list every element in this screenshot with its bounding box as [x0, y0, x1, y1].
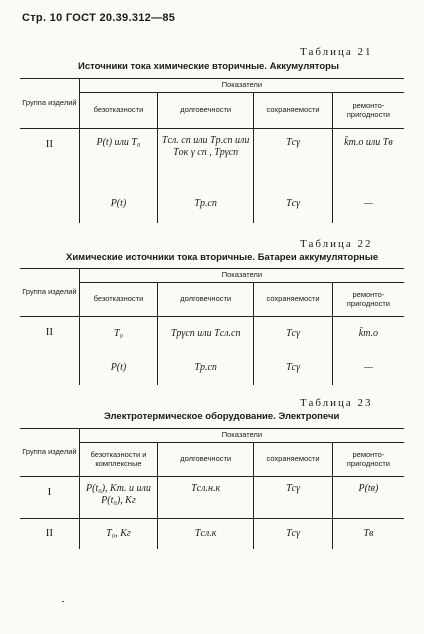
cell: P(t) [79, 185, 157, 223]
table-row [20, 351, 404, 385]
cell: Tр.сп [158, 185, 254, 223]
cell: — [332, 351, 404, 385]
cell: P(t₀), Kт. и или P(t₀), Kг [79, 477, 157, 519]
cell: Tсγ [254, 351, 333, 385]
group-cell [20, 185, 79, 223]
col-header: сохраняемости [254, 443, 333, 477]
cell: Tсγ [254, 519, 333, 549]
table-22-number: Таблица 22 [300, 238, 373, 250]
table-23 [20, 428, 404, 549]
group-cell [20, 351, 79, 385]
cell: Tрγсп или Tсл.сп [158, 317, 254, 351]
table-23-title: Электротермическое оборудование. Электропечи [104, 411, 340, 422]
cell: Tсл.к [158, 519, 254, 549]
col-header: сохраняемости [254, 283, 333, 317]
page-header: Стр. 10 ГОСТ 20.39.312—85 [22, 12, 176, 24]
col-header: безотказности [79, 93, 157, 129]
cell: — [332, 185, 404, 223]
col-header: долговечности [158, 443, 254, 477]
table-row [20, 129, 404, 185]
col-header: безотказности [79, 283, 157, 317]
cell: Tсл. сп или Tр.сп или Tок γ сп , Tрγсп [158, 129, 254, 185]
indicators-header: Показатели [79, 269, 404, 283]
col-header: ремонто-пригодности [332, 93, 404, 129]
page-mark [62, 601, 64, 602]
col-header: ремонто-пригодности [332, 283, 404, 317]
group-header: Группа изделий [20, 79, 79, 129]
table-22 [20, 268, 404, 385]
cell: k̄т.о или Tв [332, 129, 404, 185]
table-row [20, 477, 404, 519]
cell: Tсγ [254, 317, 333, 351]
cell: Tсγ [254, 129, 333, 185]
group-cell: II [20, 519, 79, 549]
table-23-number: Таблица 23 [300, 397, 373, 409]
group-cell: I [20, 477, 79, 519]
table-row [20, 519, 404, 549]
cell: P(t) или T₀ [79, 129, 157, 185]
cell: Tсγ [254, 185, 333, 223]
table-row [20, 185, 404, 223]
table-22-title: Химические источники тока вторичные. Батареи аккумуляторные [66, 252, 379, 263]
group-header: Группа изделий [20, 429, 79, 477]
cell: P(tв) [332, 477, 404, 519]
col-header: сохраняемости [254, 93, 333, 129]
table-row [20, 317, 404, 351]
cell: T₀, Kг [79, 519, 157, 549]
cell: Tсл.н.к [158, 477, 254, 519]
cell: T₀ [79, 317, 157, 351]
cell: Tсγ [254, 477, 333, 519]
col-header: ремонто-пригодности [332, 443, 404, 477]
table-21 [20, 78, 404, 223]
cell: Tр.сп [158, 351, 254, 385]
table-21-number: Таблица 21 [300, 46, 373, 58]
indicators-header: Показатели [79, 79, 404, 93]
group-header: Группа изделий [20, 269, 79, 317]
cell: P(t) [79, 351, 157, 385]
col-header: безотказности и комплексные [79, 443, 157, 477]
table-21-title: Источники тока химические вторичные. Аккумуляторы [78, 61, 340, 72]
group-cell: II [20, 129, 79, 185]
cell: Tв [332, 519, 404, 549]
col-header: долговечности [158, 93, 254, 129]
cell: k̄т.о [332, 317, 404, 351]
group-cell: II [20, 317, 79, 351]
indicators-header: Показатели [79, 429, 404, 443]
col-header: долговечности [158, 283, 254, 317]
